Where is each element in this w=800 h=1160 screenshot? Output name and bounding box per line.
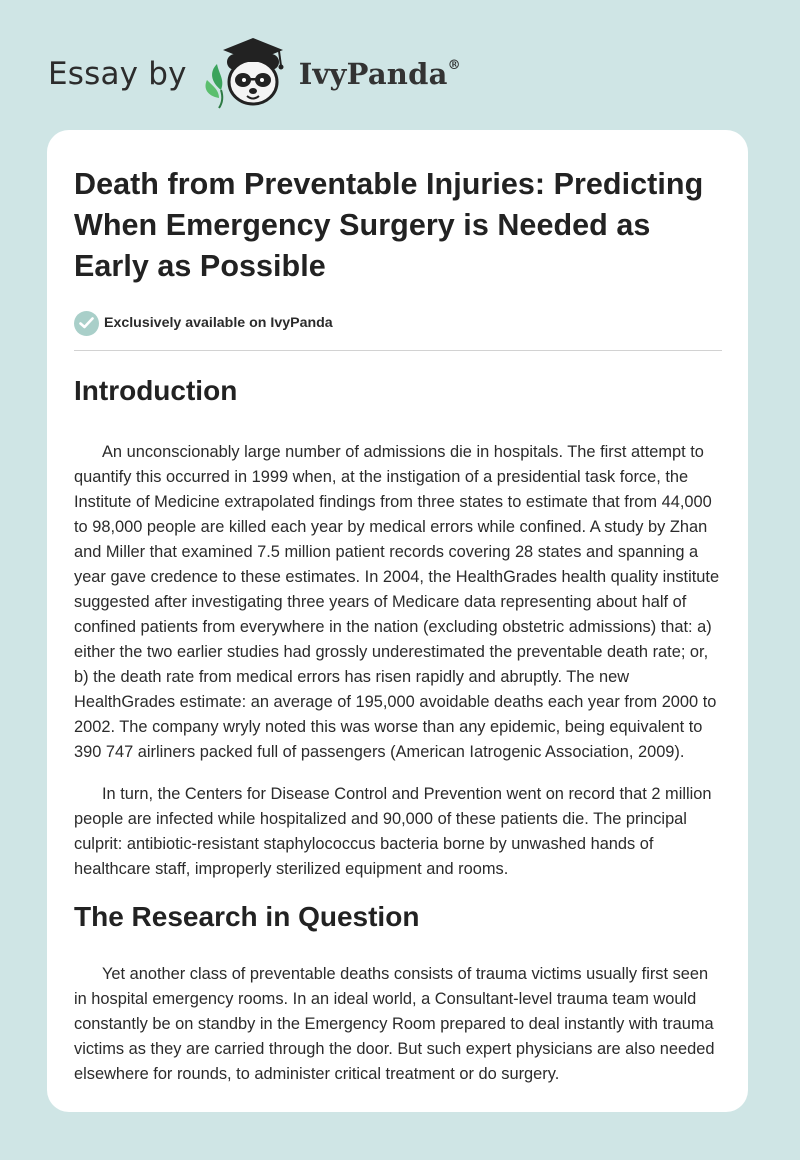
brand-name: IvyPanda® [298, 57, 461, 91]
essay-by-label: Essay by [48, 56, 187, 92]
panda-graduate-logo-icon [201, 34, 293, 114]
paragraph: In turn, the Centers for Disease Control and Prevention went on record that 2 million people are infected while hospitalized and 90,000 of these patients die. The principal culprit: antibiotic-resistant staphylococcus bacteria borne by unwashed hands of healthcare staff, improperly sterilized equipment and rooms. [74, 785, 712, 878]
exclusive-label: Exclusively available on IvyPanda [104, 315, 333, 331]
ivy-leaf-icon [205, 64, 222, 108]
section-heading-research: The Research in Question [74, 901, 420, 932]
section-heading-introduction: Introduction [74, 375, 238, 406]
paragraph: Yet another class of preventable deaths consists of trauma victims usually first seen in hospital emergency rooms. In an ideal world, a Consultant-level trauma team would constantly be on standby in the Emergency Room prepared to deal instantly with trauma victims as they are carried through the door. But such expert physicians are also needed elsewhere for rounds, to administer critical treatment or do surgery. [74, 965, 715, 1083]
exclusive-badge [74, 310, 722, 336]
check-icon [74, 311, 99, 336]
brand-header[interactable] [48, 34, 461, 114]
page-title: Death from Preventable Injuries: Predicting When Emergency Surgery is Needed as Early as Possible [74, 167, 704, 283]
trademark-symbol: ® [447, 58, 461, 74]
paragraph: An unconscionably large number of admissions die in hospitals. The first attempt to quantify this occurred in 1999 when, at the instigation of a presidential task force, the Institute of Medicine extrapolated findings from three states to estimate that from 44,000 to 98,000 people are killed each year by medical errors while confined. A study by Zhan and Miller that examined 7.5 million patient records covering 28 states and spanning a year gave credence to these estimates. In 2004, the HealthGrades health quality institute suggested after investigating three years of Medicare data representing about half of confined patients from everywhere in the nation (excluding obstetric admissions) that: a) either the two earlier studies had grossly underestimated the preventable death rate; or, b) the death rate from medical errors has risen rapidly and abruptly. The new HealthGrades estimate: an average of 195,000 avoidable deaths each year from 2000 to 2002. The company wryly noted this was worse than any epidemic, being equivalent to 390 747 airliners packed full of passengers (American Iatrogenic Association, 2009). [74, 443, 720, 761]
essay-card [47, 130, 748, 1112]
divider [74, 350, 722, 351]
